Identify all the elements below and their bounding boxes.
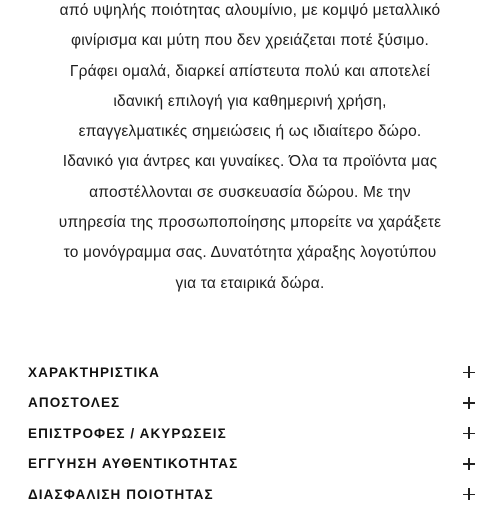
accordion-item-authenticity[interactable] xyxy=(28,449,475,480)
description-line: το μονόγραμμα σας. Δυνατότητα χάραξης λογοτύπου xyxy=(63,244,437,262)
description-line: φινίρισμα και μύτη που δεν χρειάζεται ποτέ ξύσιμο. xyxy=(70,32,430,50)
plus-icon[interactable] xyxy=(463,366,475,378)
accordion-title: ΧΑΡΑΚΤΗΡΙΣΤΙΚΑ xyxy=(28,364,161,380)
description-line: Ιδανικό για άντρες και γυναίκες. Όλα τα προϊόντα μας xyxy=(62,153,438,171)
accordion-title: ΔΙΑΣΦΑΛΙΣΗ ΠΟΙΟΤΗΤΑΣ xyxy=(28,486,214,502)
accordion-item-features[interactable] xyxy=(28,357,475,388)
description-line: υπηρεσία της προσωποποίησης μπορείτε να χαράξετε xyxy=(58,214,442,232)
plus-icon[interactable] xyxy=(463,458,475,470)
description-line: από υψηλής ποιότητας αλουμίνιο, με κομψό μεταλλικό xyxy=(59,2,441,19)
description-line: ιδανική επιλογή για καθημερινή χρήση, xyxy=(113,92,387,110)
plus-icon[interactable] xyxy=(463,488,475,500)
accordion-title: ΕΓΓΥΗΣΗ ΑΥΘΕΝΤΙΚΟΤΗΤΑΣ xyxy=(28,456,239,472)
product-info-accordion xyxy=(28,357,475,510)
description-line: Γράφει ομαλά, διαρκεί απίστευτα πολύ και αποτελεί xyxy=(69,62,431,80)
accordion-item-shipping[interactable] xyxy=(28,388,475,419)
description-line: επαγγελματικές σημειώσεις ή ως ιδιαίτερο δώρο. xyxy=(78,123,422,141)
accordion-title: ΑΠΟΣΤΟΛΕΣ xyxy=(28,395,121,411)
accordion-item-returns[interactable] xyxy=(28,418,475,449)
plus-icon[interactable] xyxy=(463,397,475,409)
accordion-item-quality[interactable] xyxy=(28,479,475,510)
plus-icon[interactable] xyxy=(463,427,475,439)
description-line: για τα εταιρικά δώρα. xyxy=(175,274,325,292)
description-line: αποστέλλονται σε συσκευασία δώρου. Με την xyxy=(89,183,411,201)
accordion-title: ΕΠΙΣΤΡΟΦΕΣ / ΑΚΥΡΩΣΕΙΣ xyxy=(28,425,227,441)
